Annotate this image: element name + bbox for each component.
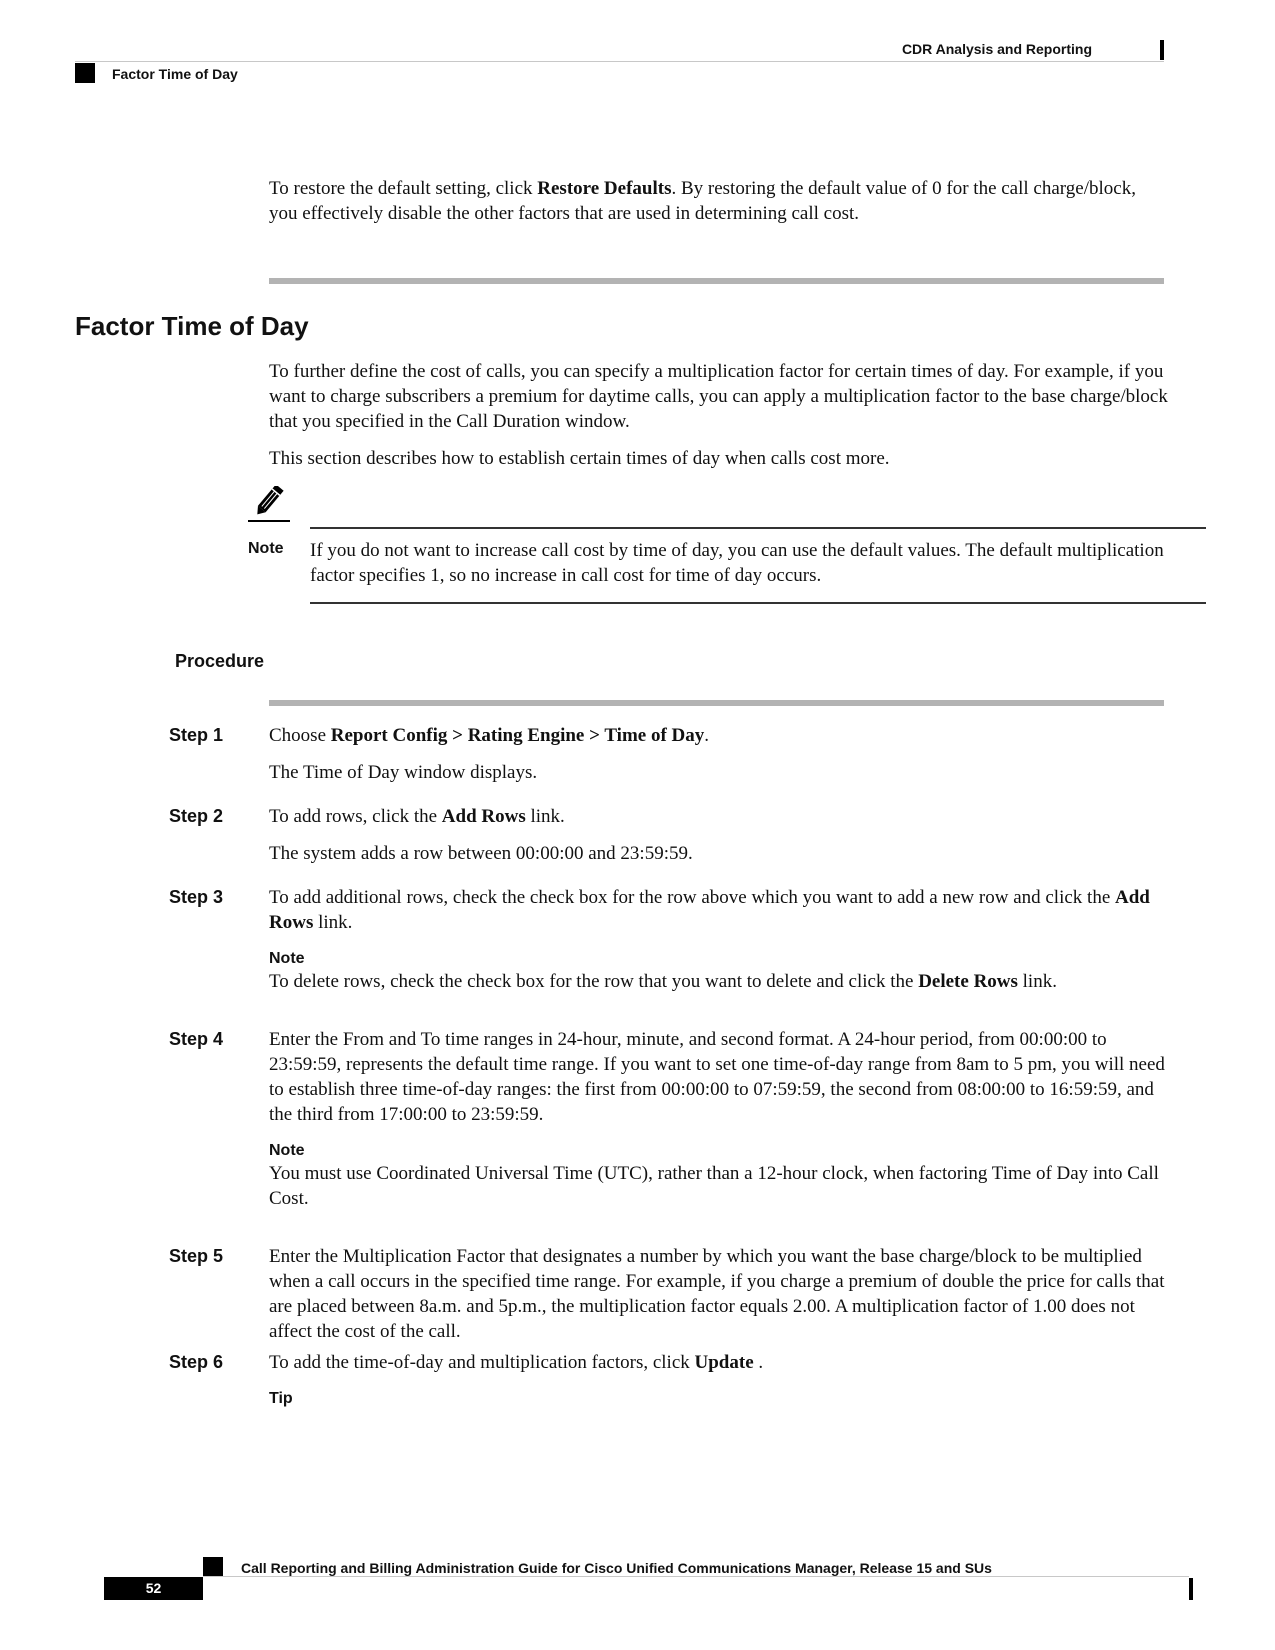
step-label: Step 1 [169,725,224,745]
step-body [269,885,1169,1006]
step-instruction [269,1350,1169,1375]
step-label: Step 6 [169,1352,224,1372]
running-header-chapter: CDR Analysis and Reporting [901,41,1092,57]
section-paragraph: This section describes how to establish certain times of day when calls cost more. [269,448,890,469]
step-body [269,723,1169,797]
text-run: . By restoring the default value of 0 for the call charge/block, you effectively disable the other factors that are used in determining call cost. [269,178,1136,224]
section-divider-bar [269,278,1164,284]
note-label: Note [248,540,284,557]
note-text: If you do not want to increase call cost by time of day, you can use the default values. The default multiplication factor specifies 1, so no increase in call cost for time of day occurs. [310,540,1164,586]
note-bottom-rule [310,602,1206,604]
text-run: link. [313,912,353,933]
text-run: To restore the default setting, click [269,178,538,199]
menu-path: Report Config > Rating Engine > Time of Day [330,725,705,746]
header-rule [75,61,1164,62]
step-label: Step 4 [169,1029,224,1049]
step-body [269,804,1169,878]
step-instruction [269,723,1169,748]
text-run: Choose [269,725,331,746]
step-instruction: Enter the From and To time ranges in 24-hour, minute, and second format. A 24-hour period, from 00:00:00 to 23:59:59, represents the default time range. If you want to set one time-of-day range from 8am to 5 pm, you will need to establish three time-of-day ranges: the first from 00:00:00 to 07:59:59, the second from 08:00:00 to 16:59:59, and the third from 17:00:00 to 23:59:59. [269,1029,1165,1125]
text-run: . [753,1352,764,1373]
ui-term: Update [694,1352,754,1373]
step-result: The Time of Day window displays. [269,762,538,783]
section-title: Factor Time of Day [75,311,309,341]
step-result: The system adds a row between 00:00:00 and 23:59:59. [269,843,693,864]
footer-book-title: Call Reporting and Billing Administration Guide for Cisco Unified Communications Manager, Release 15 and SUs [241,1560,992,1576]
running-header-section: Factor Time of Day [112,66,238,82]
text-run: To delete rows, check the check box for the row that you want to delete and click the [269,971,919,992]
header-square-decoration [75,63,95,83]
footer-square-decoration [203,1557,223,1577]
procedure-heading: Procedure [175,651,265,671]
footer-bar-decoration [1189,1578,1193,1600]
step-label: Step 3 [169,887,224,907]
step-label: Step 5 [169,1246,224,1266]
step-body [269,1244,1169,1356]
step-tip-label: Tip [269,1390,293,1407]
note-top-rule [310,527,1206,529]
ui-term: Add Rows [269,887,1150,933]
step-body [269,1350,1169,1409]
section-body [269,359,1169,483]
step-instruction [269,804,1169,829]
step-body [269,1027,1169,1223]
restore-defaults-paragraph [269,176,1149,226]
page-number: 52 [104,1577,203,1600]
ui-term: Delete Rows [918,971,1018,992]
step-note-label: Note [269,950,305,967]
text-run: . [704,725,710,746]
step-instruction: Enter the Multiplication Factor that designates a number by which you want the base charge/block to be multiplied when a call occurs in the specified time range. For example, if you charge a premium of double the price for calls that are placed between 8a.m. and 5p.m., the multiplication factor equals 2.00. A multiplication factor of 1.00 does not affect the cost of the call. [269,1246,1165,1342]
section-paragraph: To further define the cost of calls, you can specify a multiplication factor for certain times of day. For example, if you want to charge subscribers a premium for daytime calls, you can apply a multiplication factor to the base charge/block that you specified in the Call Duration window. [269,361,1168,432]
procedure-divider-bar [269,700,1164,706]
text-run: To add rows, click the [269,806,442,827]
step-note-label: Note [269,1142,305,1159]
restore-defaults-term: Restore Defaults [537,178,672,199]
text-run: To add the time-of-day and multiplication factors, click [269,1352,695,1373]
text-run: link. [525,806,565,827]
ui-term: Add Rows [441,806,526,827]
step-note-text: You must use Coordinated Universal Time (UTC), rather than a 12-hour clock, when factoring Time of Day into Call Cost. [269,1163,1159,1209]
step-note-text [269,969,1169,994]
step-instruction [269,885,1169,935]
text-run: To add additional rows, check the check box for the row above which you want to add a new row and click the [269,887,1116,908]
step-label: Step 2 [169,806,224,826]
header-bar-decoration [1160,40,1164,60]
pencil-note-icon [248,486,290,522]
footer-rule [203,1576,1189,1577]
text-run: link. [1017,971,1057,992]
